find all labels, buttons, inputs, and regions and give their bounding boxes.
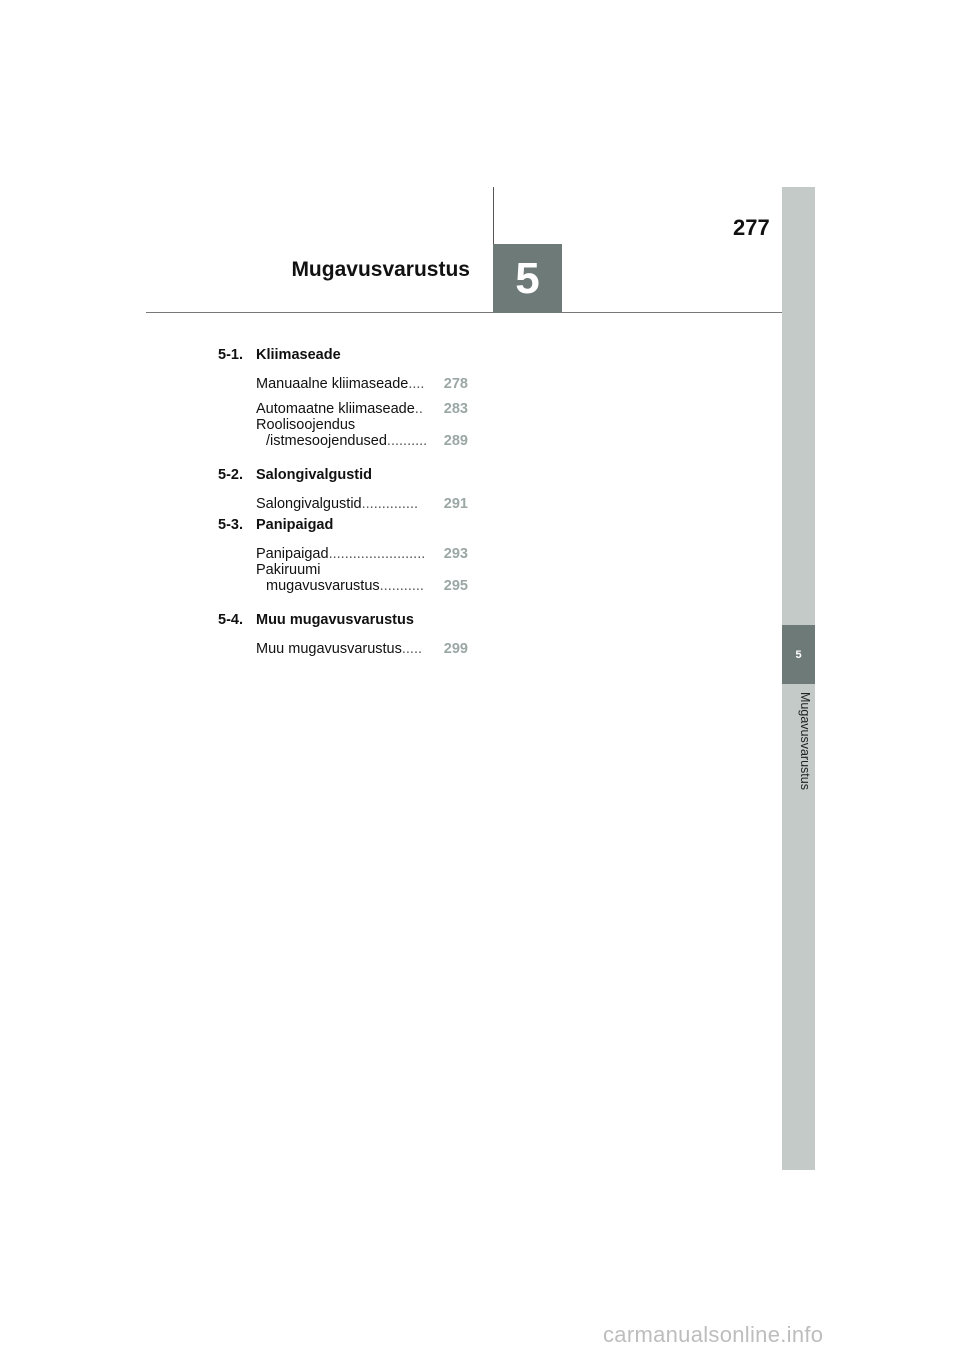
table-of-contents [218, 342, 468, 657]
toc-entry-title: Roolisoojendus [256, 417, 356, 433]
toc-leader-dots: .... [408, 376, 425, 392]
toc-leader-dots: ........... [379, 578, 424, 594]
toc-page-link[interactable]: 291 [443, 496, 468, 512]
toc-section-title: Panipaigad [256, 516, 334, 533]
toc-page-link[interactable]: 289 [443, 433, 468, 449]
toc-page-link[interactable]: 278 [443, 376, 468, 392]
toc-page-link[interactable]: 295 [443, 578, 468, 594]
toc-section-number: 5-1. [218, 346, 243, 363]
toc-entry-title: Pakiruumi [256, 562, 321, 578]
toc-entry[interactable] [218, 417, 468, 462]
header-vertical-rule [493, 187, 494, 245]
toc-entry-title: Salongivalgustid [256, 496, 362, 512]
toc-page-link[interactable]: 293 [443, 546, 468, 562]
toc-entry-title: Muu mugavusvarustus [256, 641, 402, 657]
toc-section-number: 5-4. [218, 611, 243, 628]
toc-page-link[interactable]: 299 [443, 641, 468, 657]
chapter-number-box [493, 244, 562, 313]
toc-entry-title-continued: /istmesoojendused [266, 433, 387, 449]
toc-leader-dots: ..... [401, 641, 423, 657]
toc-entry[interactable] [218, 367, 468, 392]
toc-entry-title-continued: mugavusvarustus [266, 578, 380, 594]
toc-entry[interactable] [218, 487, 468, 512]
toc-entry-title: Panipaigad [256, 546, 329, 562]
side-chapter-label: Mugavusvarustus [798, 692, 812, 790]
side-chapter-number: 5 [795, 648, 802, 661]
toc-section-number: 5-3. [218, 516, 243, 533]
toc-section-title: Salongivalgustid [256, 466, 373, 483]
toc-entry[interactable] [218, 562, 468, 607]
page-number: 277 [733, 215, 770, 240]
watermark-text: carmanualsonline.info [603, 1322, 824, 1347]
chapter-title: Mugavusvarustus [291, 258, 470, 281]
toc-section-heading[interactable] [218, 607, 468, 632]
toc-leader-dots: .. [414, 401, 423, 417]
chapter-number: 5 [515, 253, 540, 303]
toc-entry-title: Automaatne kliimaseade [256, 401, 415, 417]
toc-entry-title: Manuaalne kliimaseade [256, 376, 409, 392]
toc-section-heading[interactable] [218, 462, 468, 487]
toc-leader-dots: .......... [386, 433, 428, 449]
toc-leader-dots: .............. [361, 496, 419, 512]
toc-leader-dots: ........................ [328, 546, 426, 562]
toc-section-heading[interactable] [218, 342, 468, 367]
toc-entry[interactable] [218, 392, 468, 417]
toc-page-link[interactable]: 283 [443, 401, 468, 417]
toc-entry[interactable] [218, 537, 468, 562]
header-horizontal-rule [146, 312, 782, 313]
toc-section-number: 5-2. [218, 466, 243, 483]
toc-section-title: Muu mugavusvarustus [256, 611, 414, 628]
side-chapter-tab[interactable] [782, 625, 815, 684]
toc-section-heading[interactable] [218, 512, 468, 537]
toc-section-title: Kliimaseade [256, 346, 341, 363]
toc-entry[interactable] [218, 632, 468, 657]
